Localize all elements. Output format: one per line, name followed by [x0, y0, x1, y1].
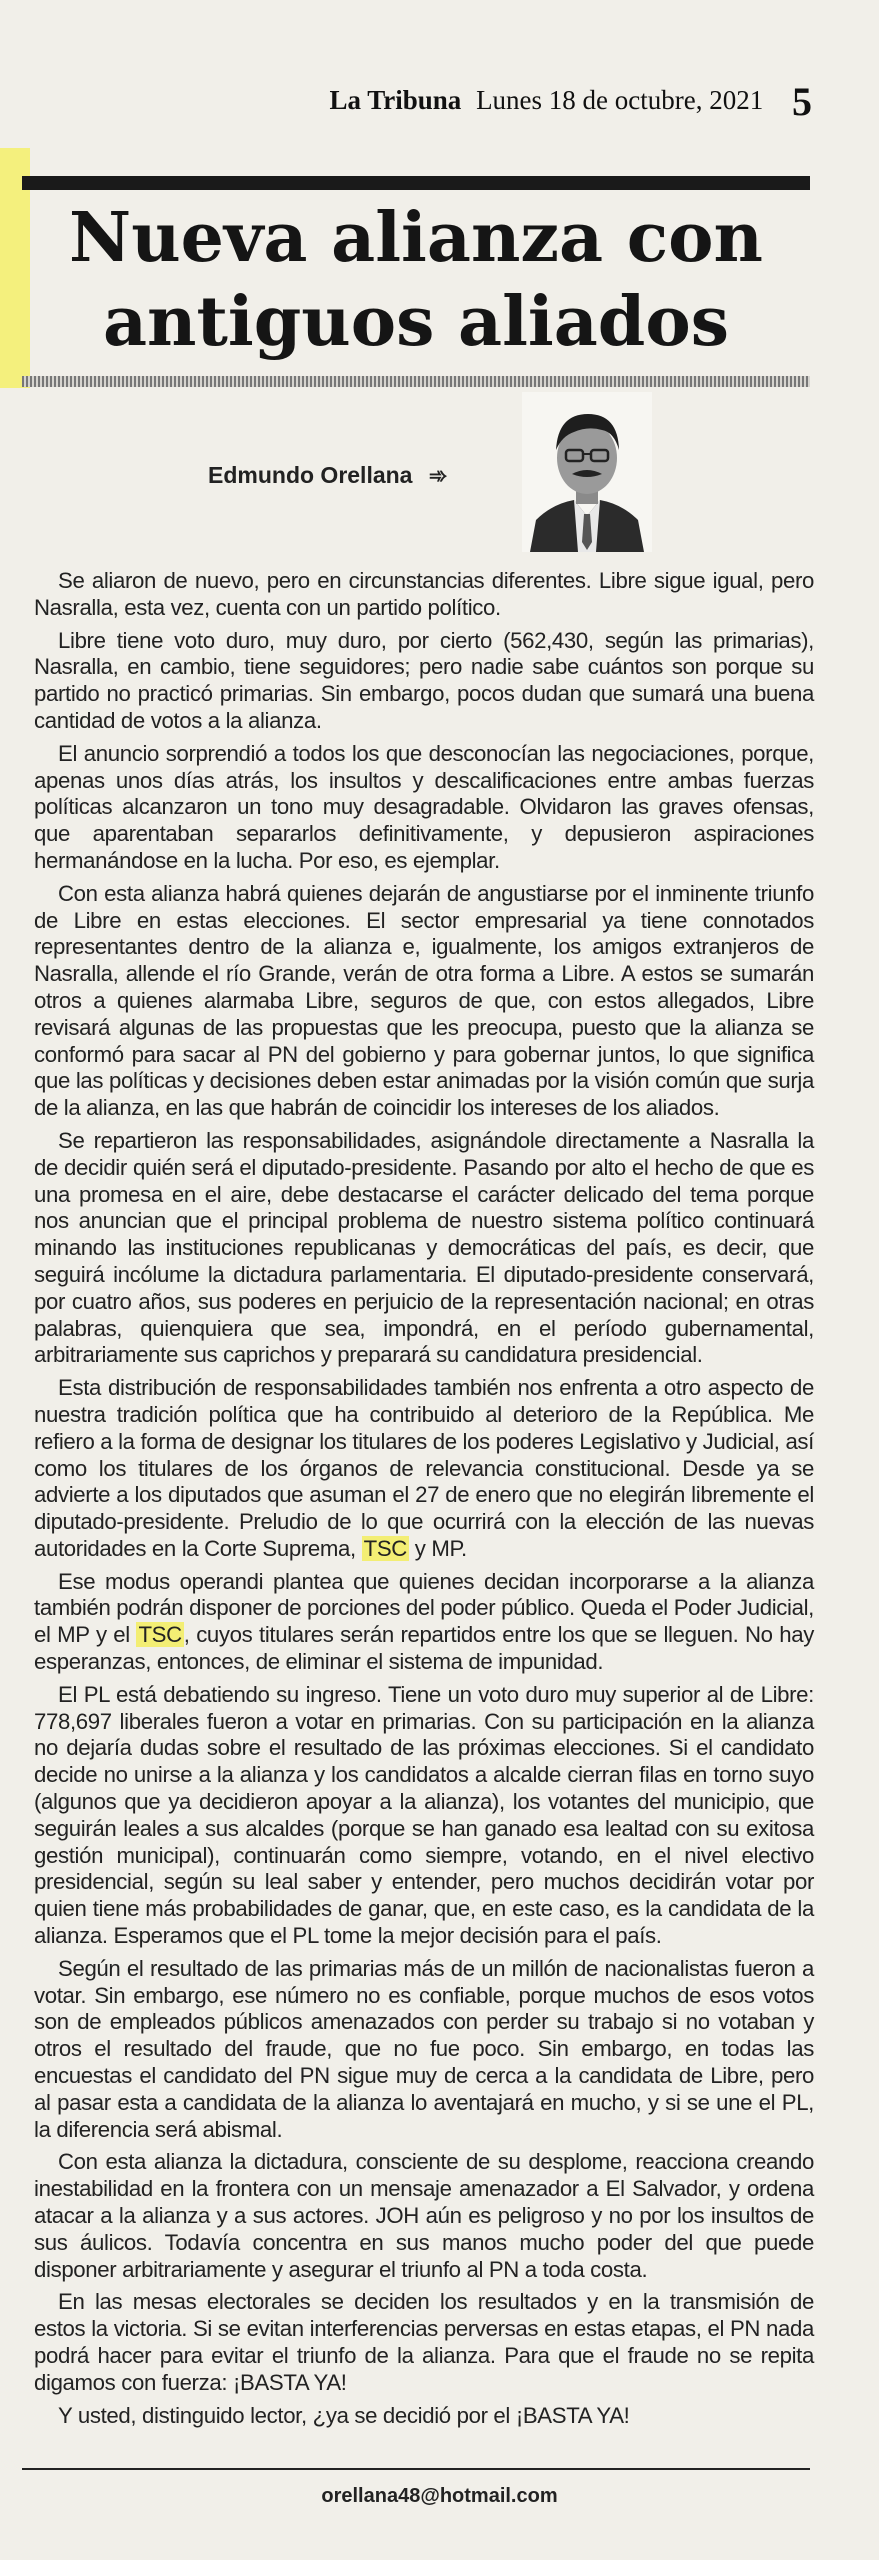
author-name: Edmundo Orellana: [208, 462, 413, 488]
paragraph: [34, 1569, 814, 1676]
paragraph: Con esta alianza la dictadura, consciente de su desplome, reacciona creando inestabilidad en la frontera con un mensaje amenazador a El Salvador, y ordena atacar a la alianza y a sus actores. JOH aún es peligroso y no por los insultos de sus áulicos. Todavía concentra en sus manos mucho poder del que puede disponer arbitrariamente y asegurar el triunfo al PN a toda costa.: [34, 2149, 814, 2282]
paragraph: Se aliaron de nuevo, pero en circunstancias diferentes. Libre sigue igual, pero Nasralla, esta vez, cuenta con un partido político.: [34, 568, 814, 620]
paragraph: Según el resultado de las primarias más de un millón de nacionalistas fueron a votar. Sin embargo, ese número no es confiable, porque muchos de esos votos son de empleados públicos amenazados con perder su trabajo si no votaban y otros el resultado del fraude, que no fue poco. Sin embargo, en todas las encuestas el candidato del PN sigue muy de cerca a la candidata de Libre, pero al pasar esta a candidata de la alianza lo aventajará en mucho, y si se une el PL, la diferencia será abismal.: [34, 1955, 814, 2142]
paragraph: Se repartieron las responsabilidades, asignándole directamente a Nasralla la de decidir quién será el diputado-presidente. Pasando por alto el hecho de que es una promesa en el aire, debe destacarse el carácter delicado del tema porque nos anuncian que el principal problema de nuestro sistema político continuará minando las instituciones republicanas y democráticas del país, es decir, que seguirá incólume la dictadura parlamentaria. El diputado-presidente conservará, por cuatro años, sus poderes en perjuicio de la representación nacional; en otras palabras, quienquiera que sea, impondrá, en el período gubernamental, arbitrariamente sus caprichos y preparará su candidatura presidencial.: [34, 1127, 814, 1368]
paragraph-text: , cuyos titulares serán repartidos entre los que se lleguen. No hay esperanzas, entonces, de eliminar el sistema de impunidad.: [34, 1622, 814, 1675]
paragraph: [34, 1375, 814, 1563]
highlighted-term: TSC: [363, 1535, 407, 1561]
arrow-icon: ➾: [428, 463, 448, 488]
highlighted-term: TSC: [138, 1622, 182, 1648]
issue-date: Lunes 18 de octubre, 2021: [476, 85, 764, 115]
paragraph: En las mesas electorales se deciden los resultados y en la transmisión de estos la victoria. Si se evitan interferencias perversas en estas etapas, el PN nada podrá hacer para evitar el triunfo de la alianza. Para que el fraude no se repita digamos con fuerza: ¡BASTA YA!: [34, 2289, 814, 2395]
title-bottom-rule: [22, 376, 810, 387]
masthead: [0, 78, 812, 125]
author-email: orellana48@hotmail.com: [321, 2485, 558, 2507]
paragraph: El PL está debatiendo su ingreso. Tiene un voto duro muy superior al de Libre: 778,697 liberales fueron a votar en primarias. Con su participación en la alianza no dejaría dudas sobre el resultado de las próximas elecciones. Si el candidato decide no unirse a la alianza y los candidatos a alcalde cierran filas en torno suyo (algunos que ya decidieron apoyar a la alianza), los votantes del municipio, que seguirán leales a sus alcaldes (porque se han ganado esa lealtad con su exitosa gestión municipal), continuarán como siempre, votando, en el nivel electivo presidencial, según su leal saber y entender, pero muchos decidirán votar por quien tiene más probabilidades de ganar, que, en este caso, es la candidata de la alianza. Esperamos que el PL tome la mejor decisión para el país.: [34, 1681, 814, 1949]
paragraph: El anuncio sorprendió a todos los que desconocían las negociaciones, porque, apenas unos días atrás, los insultos y descalificaciones entre ambas fuerzas políticas alcanzaron un tono muy desagradable. Olvidaron las graves ofensas, que aparentaban separarlos definitivamente, y depusieron aspiraciones hermanándose en la lucha. Por eso, es ejemplar.: [34, 740, 814, 873]
author-portrait-icon: [522, 392, 652, 552]
article-body: [34, 568, 814, 2435]
article-title: [22, 196, 810, 364]
paragraph: Libre tiene voto duro, muy duro, por cierto (562,430, según las primarias), Nasralla, en cambio, tiene seguidores; pero nadie sabe cuántos son porque su partido no practicó primarias. Sin embargo, pocos dudan que sumará una buena cantidad de votos a la alianza.: [34, 627, 814, 733]
title-line-1: Nueva alianza con: [69, 198, 763, 278]
page-number: 5: [792, 79, 812, 124]
footer-rule: [22, 2468, 810, 2470]
author-byline: [208, 462, 447, 489]
paragraph-text: Ese modus operandi plantea que quienes decidan incorporarse a la alianza también podrán disponer de porciones del poder público. Queda el Poder Judicial, el MP y el: [34, 1568, 814, 1648]
title-line-2: antiguos aliados: [102, 282, 729, 362]
paragraph-text: y MP.: [408, 1535, 467, 1561]
paragraph: Y usted, distinguido lector, ¿ya se decidió por el ¡BASTA YA!: [58, 2402, 630, 2428]
paragraph-text: Esta distribución de responsabilidades también nos enfrenta a otro aspecto de nuestra tradición política que ha contribuido al deterioro de la República. Me refiero a la forma de designar los titulares de los poderes Legislativo y Judicial, así como los titulares de los órganos de relevancia constitucional. Desde ya se advierte a los diputados que asuman el 27 de enero que no elegirán libremente el diputado-presidente. Preludio de lo que ocurrirá con la elección de las nuevas autoridades en la Corte Suprema,: [34, 1375, 814, 1561]
paragraph: Con esta alianza habrá quienes dejarán de angustiarse por el inminente triunfo de Libre en estas elecciones. El sector empresarial ya tiene connotados representantes dentro de la alianza e, igualmente, los amigos extranjeros de Nasralla, allende el río Grande, verán de otra forma a Libre. A estos se sumarán otros a quienes alarmaba Libre, seguros de que, con estos allegados, Libre revisará algunas de las propuestas que les preocupa, puesto que la alianza se conformó para sacar al PN del gobierno y para gobernar juntos, lo que significa que las políticas y decisiones deben estar animadas por la visión común que surja de la alianza, en las que habrán de coincidir los intereses de los aliados.: [34, 880, 814, 1121]
title-top-rule: [22, 176, 810, 190]
author-photo: [522, 392, 652, 552]
paper-name: La Tribuna: [329, 85, 462, 115]
